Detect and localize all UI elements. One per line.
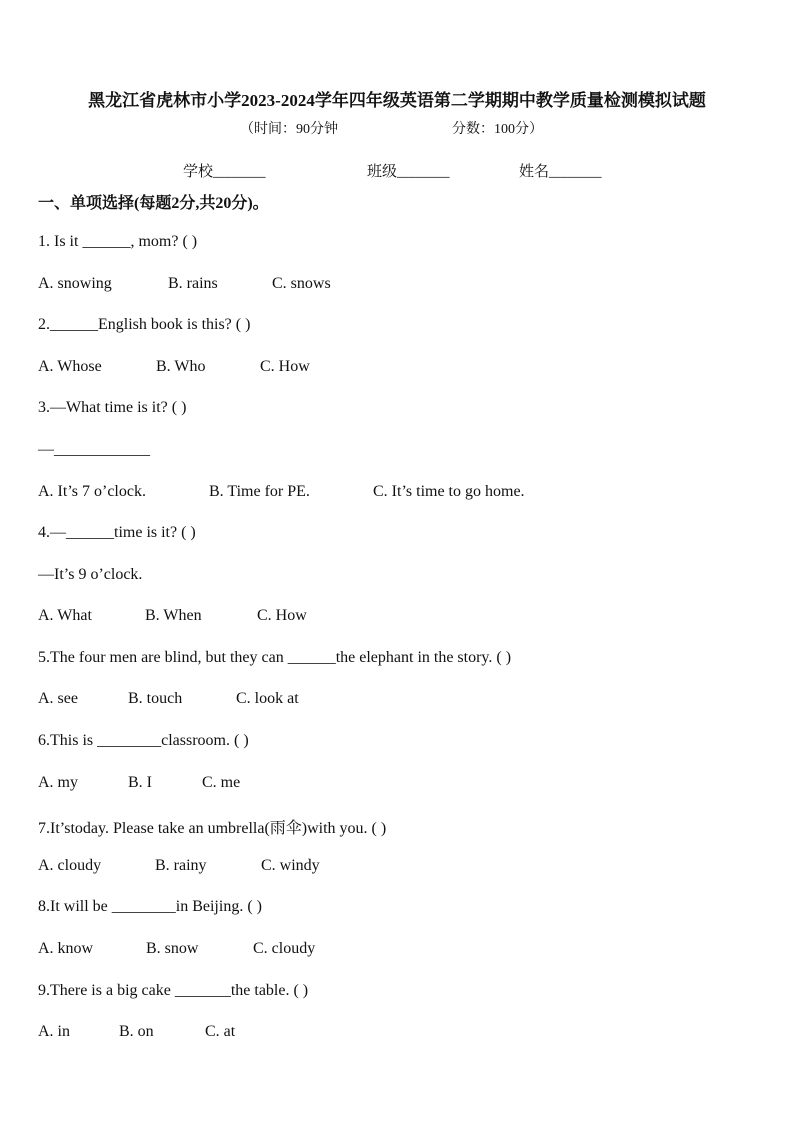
question-5-options <box>38 690 299 708</box>
option-c: C. look at <box>236 690 299 707</box>
question-2: 2.______English book is this? ( ) <box>38 316 251 333</box>
option-a: A. in <box>38 1023 70 1040</box>
question-4-answer: —It’s 9 o’clock. <box>38 566 143 583</box>
option-a: A. cloudy <box>38 857 102 874</box>
option-c: C. cloudy <box>253 940 316 957</box>
option-b: B. rains <box>168 275 218 292</box>
question-9-options <box>38 1023 235 1041</box>
option-b: B. I <box>128 774 152 791</box>
option-b: B. Who <box>156 358 206 375</box>
question-3-answer-line: —____________ <box>38 441 150 458</box>
option-c: C. windy <box>261 857 320 874</box>
option-a: A. What <box>38 607 92 624</box>
section-heading: 一、单项选择(每题2分,共20分)。 <box>38 195 269 212</box>
question-6: 6.This is ________classroom. ( ) <box>38 732 249 749</box>
option-c: C. How <box>257 607 307 624</box>
question-8: 8.It will be ________in Beijing. ( ) <box>38 898 262 915</box>
option-b: B. When <box>145 607 202 624</box>
option-b: B. rainy <box>155 857 207 874</box>
question-4: 4.—______time is it? ( ) <box>38 524 196 541</box>
time-limit: （时间：90分钟 <box>240 122 338 137</box>
question-2-options <box>38 358 310 376</box>
question-7: 7.It’stoday. Please take an umbrella(雨伞)with you. ( ) <box>38 820 387 837</box>
option-a: A. snowing <box>38 275 112 292</box>
option-a: A. my <box>38 774 78 791</box>
option-c: C. me <box>202 774 241 791</box>
name-field: 姓名_______ <box>519 164 602 180</box>
question-8-options <box>38 940 315 958</box>
option-a: A. Whose <box>38 358 102 375</box>
question-3: 3.—What time is it? ( ) <box>38 399 187 416</box>
option-c: C. It’s time to go home. <box>373 483 525 500</box>
total-score: 分数：100分） <box>452 122 543 137</box>
option-b: B. Time for PE. <box>209 483 310 500</box>
school-field: 学校_______ <box>183 164 266 180</box>
question-1-options <box>38 275 331 293</box>
question-1: 1. Is it ______, mom? ( ) <box>38 233 198 250</box>
exam-title: 黑龙江省虎林市小学2023-2024学年四年级英语第二学期期中教学质量检测模拟试题 <box>88 91 706 110</box>
option-c: C. snows <box>272 275 331 292</box>
option-a: A. see <box>38 690 78 707</box>
option-a: A. It’s 7 o’clock. <box>38 483 146 500</box>
option-a: A. know <box>38 940 94 957</box>
class-field: 班级_______ <box>367 164 450 180</box>
question-9: 9.There is a big cake _______the table. ( ) <box>38 982 309 999</box>
option-c: C. at <box>205 1023 236 1040</box>
question-7-options <box>38 857 320 875</box>
option-b: B. touch <box>128 690 183 707</box>
exam-subtitle <box>240 118 543 138</box>
option-b: B. on <box>119 1023 154 1040</box>
option-c: C. How <box>260 358 310 375</box>
option-b: B. snow <box>146 940 199 957</box>
question-4-options <box>38 607 307 625</box>
question-3-options <box>38 483 525 501</box>
question-6-options <box>38 774 240 792</box>
question-5: 5.The four men are blind, but they can ______the elephant in the story. ( ) <box>38 649 512 666</box>
